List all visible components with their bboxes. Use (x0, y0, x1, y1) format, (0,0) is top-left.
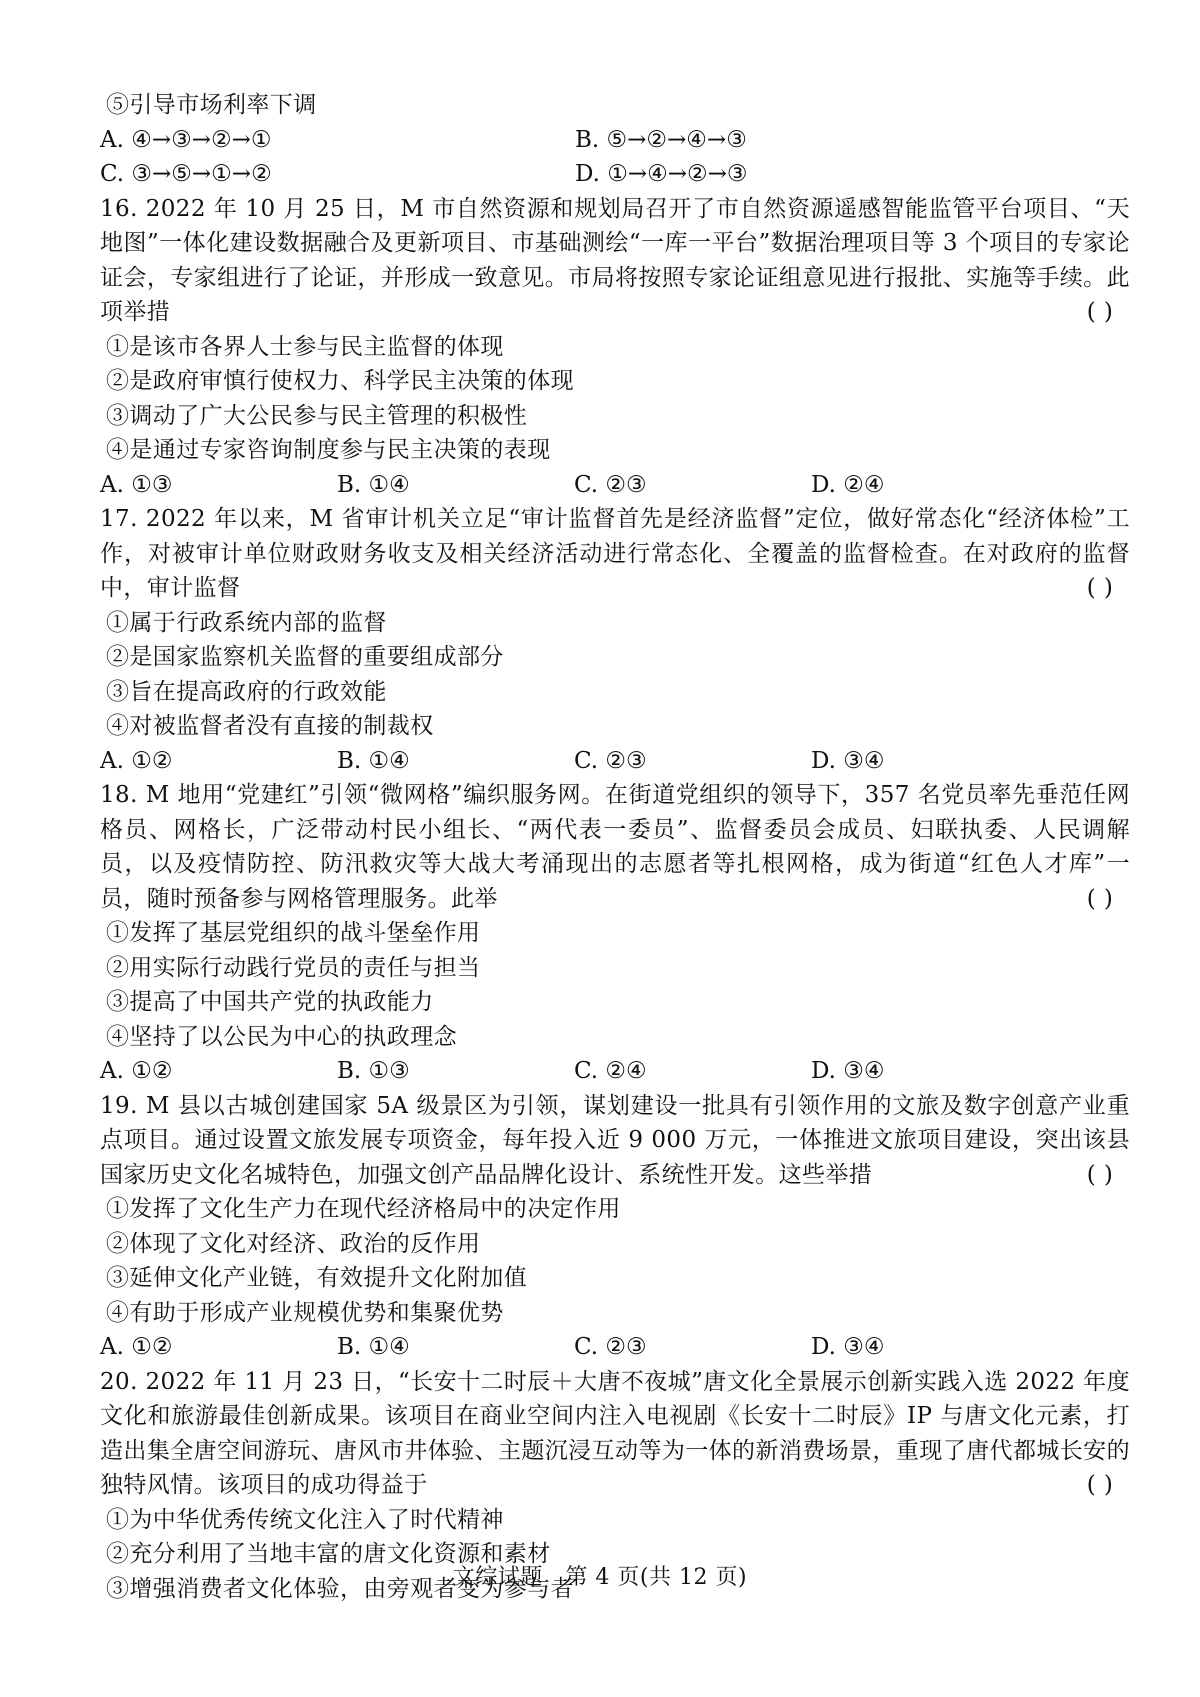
q17-option-a: A. ①② (100, 747, 173, 774)
q17-item-1: ①属于行政系统内部的监督 (106, 609, 387, 636)
question-18 (100, 778, 1130, 1089)
question-19 (100, 1089, 1130, 1365)
q15-option-c: C. ③→⑤→①→② (100, 161, 272, 187)
q19-item-3: ③延伸文化产业链，有效提升文化附加值 (106, 1265, 528, 1291)
q19-item-4: ④有助于形成产业规模优势和集聚优势 (106, 1299, 504, 1326)
question-19-stem: 19. M 县以古城创建国家 5A 级景区为引领，谋划建设一批具有引领作用的文旅及数字创意产业重点项目。通过设置文旅发展专项资金，每年投入近 9 000 万元，一体推进文旅项目建设，突出该县国家历史文化名城特色，加强文创产品品牌化设计、系统性开发。这些举措 (100, 1092, 1130, 1188)
q18-item-4: ④坚持了以公民为中心的执政理念 (106, 1023, 457, 1050)
q17-option-d: D. ③④ (811, 747, 885, 774)
question-17 (100, 502, 1130, 778)
question-17-stem: 17. 2022 年以来，M 省审计机关立足“审计监督首先是经济监督”定位，做好常态化“经济体检”工作，对被审计单位财政财务收支及相关经济活动进行常态化、全覆盖的监督检查。在对政府的监督中，审计监督 (100, 506, 1130, 601)
q19-options (100, 1330, 1130, 1365)
q16-option-d: D. ②④ (811, 471, 885, 498)
answer-bracket-18: ( ) (1086, 885, 1114, 912)
q18-item-2: ②用实际行动践行党员的责任与担当 (106, 954, 481, 981)
question-16-stem: 16. 2022 年 10 月 25 日，M 市自然资源和规划局召开了市自然资源遥感智能监管平台项目、“天地图”一体化建设数据融合及更新项目、市基础测绘“一库一平台”数据治理项目等 3 个项目的专家论证会，专家组进行了论证，并形成一致意见。市局将按照专家论证组意见进行报批、实施等手续。此项举措 (100, 195, 1130, 325)
q15-option-b: B. ⑤→②→④→③ (575, 126, 747, 153)
q19-option-a: A. ①② (100, 1334, 173, 1360)
q17-item-3: ③旨在提高政府的行政效能 (106, 678, 387, 705)
q18-option-c: C. ②④ (574, 1058, 647, 1084)
q17-item-4: ④对被监督者没有直接的制裁权 (106, 713, 434, 739)
q17-item-2: ②是国家监察机关监督的重要组成部分 (106, 644, 504, 670)
q16-option-c: C. ②③ (574, 471, 647, 498)
q18-option-a: A. ①② (100, 1058, 173, 1084)
question-20-stem: 20. 2022 年 11 月 23 日，“长安十二时辰＋大唐不夜城”唐文化全景展示创新实践入选 2022 年度文化和旅游最佳创新成果。该项目在商业空间内注入电视剧《长安十二时辰》IP 与唐文化元素，打造出集全唐空间游玩、唐风市井体验、主题沉浸互动等为一体的新消费场景，重现了唐代都城长安的独特风情。该项目的成功得益于 (100, 1368, 1130, 1498)
q16-option-b: B. ①④ (337, 471, 410, 498)
q20-item-1: ①为中华优秀传统文化注入了时代精神 (106, 1506, 504, 1533)
question-16 (100, 192, 1130, 503)
q18-item-3: ③提高了中国共产党的执政能力 (106, 989, 434, 1015)
q19-option-d: D. ③④ (811, 1334, 885, 1360)
q15-option-a: A. ④→③→②→① (100, 126, 272, 153)
q19-option-c: C. ②③ (574, 1334, 647, 1360)
q16-option-a: A. ①③ (100, 471, 173, 498)
q17-option-b: B. ①④ (337, 747, 410, 774)
q18-option-b: B. ①③ (337, 1058, 410, 1084)
q19-option-b: B. ①④ (337, 1334, 410, 1360)
answer-bracket-20: ( ) (1086, 1472, 1114, 1498)
q17-options (100, 744, 1130, 779)
q20-item-2: ②充分利用了当地丰富的唐文化资源和素材 (106, 1541, 551, 1567)
q16-item-4: ④是通过专家咨询制度参与民主决策的表现 (106, 437, 551, 463)
answer-bracket-19: ( ) (1086, 1161, 1114, 1188)
q18-option-d: D. ③④ (811, 1058, 885, 1084)
question-18-stem: 18. M 地用“党建红”引领“微网格”编织服务网。在街道党组织的领导下，357 名党员率先垂范任网格员、网格长，广泛带动村民小组长、“两代表一委员”、监督委员会成员、妇联执委、人民调解员，以及疫情防控、防汛救灾等大战大考涌现出的志愿者等扎根网格，成为街道“红色人才库”一员，随时预备参与网格管理服务。此举 (100, 782, 1130, 912)
answer-bracket-17: ( ) (1086, 575, 1114, 601)
q16-options (100, 468, 1130, 503)
q16-item-3: ③调动了广大公民参与民主管理的积极性 (106, 402, 528, 429)
q18-item-1: ①发挥了基层党组织的战斗堡垒作用 (106, 920, 481, 946)
q20-item-3: ③增强消费者文化体验，由旁观者变为参与者 (106, 1575, 574, 1602)
q17-option-c: C. ②③ (574, 747, 647, 774)
page-content (100, 88, 1130, 1606)
q15-item-5: ⑤引导市场利率下调 (106, 92, 317, 118)
page-footer: 文综试题 第 4 页(共 12 页) (452, 1565, 748, 1590)
q15-options-row-2 (100, 157, 1130, 192)
q15-options-row-1 (100, 123, 1130, 158)
q18-options (100, 1054, 1130, 1089)
q19-item-2: ②体现了文化对经济、政治的反作用 (106, 1230, 481, 1257)
q19-item-1: ①发挥了文化生产力在现代经济格局中的决定作用 (106, 1196, 621, 1222)
q15-option-d: D. ①→④→②→③ (575, 161, 748, 187)
q16-item-1: ①是该市各界人士参与民主监督的体现 (106, 333, 504, 360)
q16-item-2: ②是政府审慎行使权力、科学民主决策的体现 (106, 368, 574, 394)
answer-bracket-16: ( ) (1086, 299, 1114, 325)
